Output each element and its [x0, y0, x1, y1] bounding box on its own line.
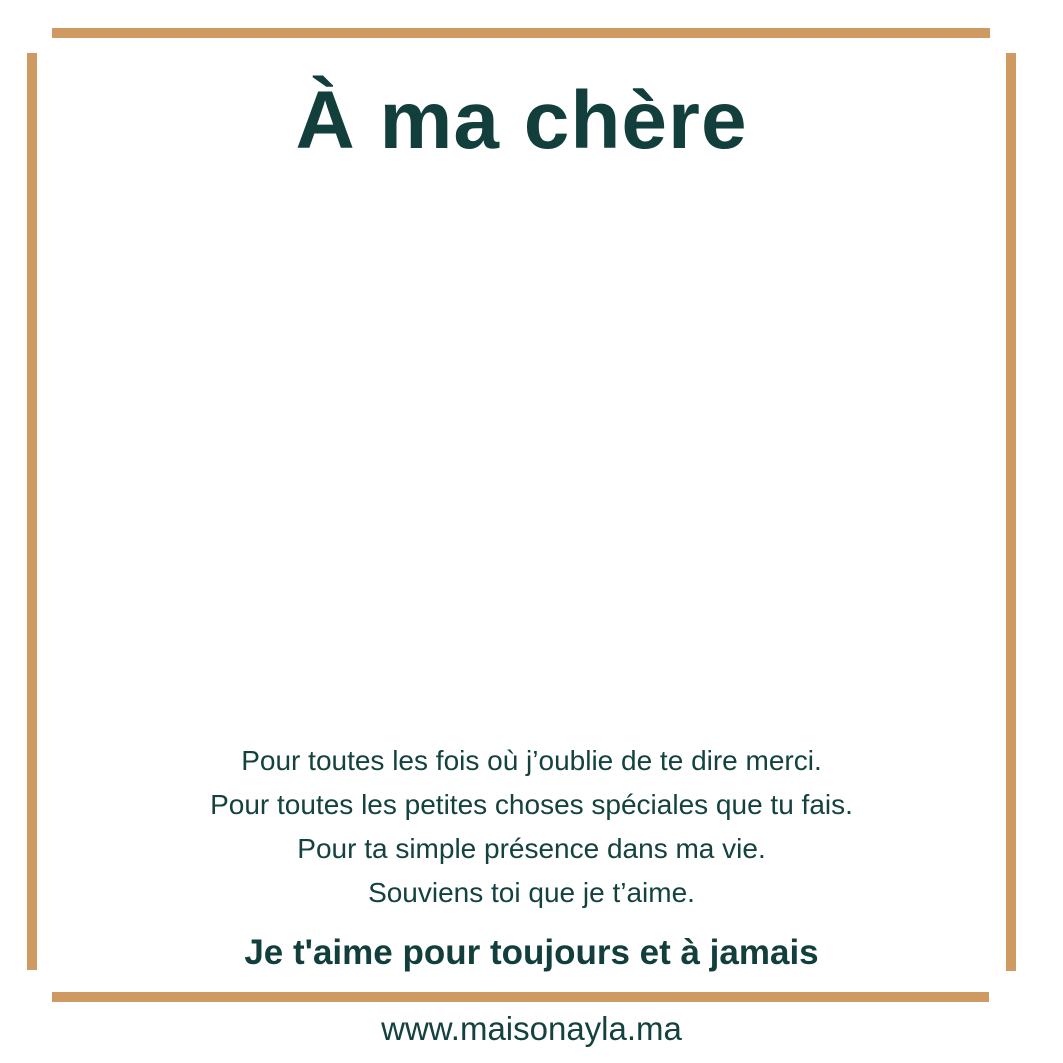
message-line: Pour toutes les fois où j’oublie de te dire merci. [241, 745, 822, 776]
card-message [0, 739, 1063, 915]
website-url: www.maisonayla.ma [381, 1010, 682, 1047]
border-top-bar [52, 28, 990, 38]
border-bottom-bar [52, 992, 989, 1002]
message-line: Pour toutes les petites choses spéciales que tu fais. [210, 789, 853, 820]
card-title: À ma chère [295, 75, 748, 166]
message-line: Souviens toi que je t’aime. [368, 877, 695, 908]
message-line: Pour ta simple présence dans ma vie. [297, 833, 766, 864]
closing-line: Je t'aime pour toujours et à jamais [244, 933, 819, 972]
